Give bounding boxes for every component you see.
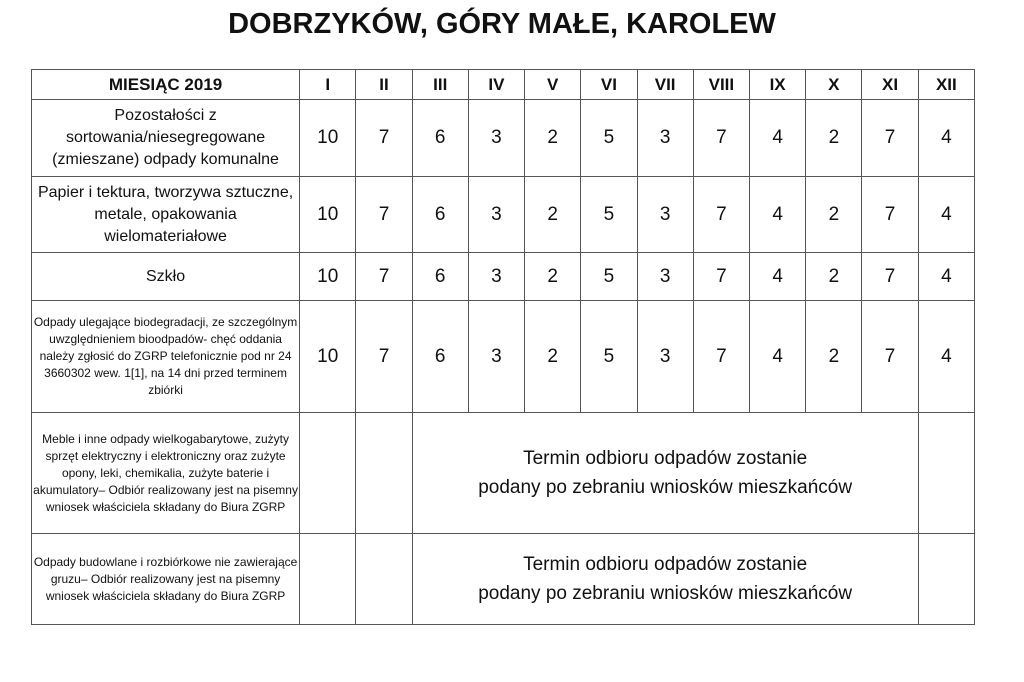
day-cell: 2 [806, 177, 862, 253]
month-header: I [300, 70, 356, 100]
empty-cell [356, 413, 412, 534]
day-cell: 7 [356, 100, 412, 177]
empty-cell [918, 534, 974, 625]
day-cell: 5 [581, 301, 637, 413]
day-cell: 7 [693, 177, 749, 253]
day-cell: 6 [412, 100, 468, 177]
collection-notice [412, 534, 918, 625]
day-cell: 7 [356, 253, 412, 301]
table-row [32, 534, 975, 625]
empty-cell [918, 413, 974, 534]
waste-category-mixed: Pozostałości z sortowania/niesegregowane (zmieszane) odpady komunalne [32, 100, 300, 177]
month-header: VII [637, 70, 693, 100]
day-cell: 6 [412, 177, 468, 253]
day-cell: 2 [806, 253, 862, 301]
notice-line: Termin odbioru odpadów zostanie [523, 448, 808, 469]
waste-category-construction: Odpady budowlane i rozbiórkowe nie zawierające gruzu– Odbiór realizowany jest na pisemny wniosek właściciela składany do Biura ZGRP [32, 534, 300, 625]
day-cell: 7 [693, 301, 749, 413]
empty-cell [300, 534, 356, 625]
waste-category-bulky: Meble i inne odpady wielkogabarytowe, zużyty sprzęt elektryczny i elektroniczny oraz zużyte opony, leki, chemikalia, zużyte baterie i akumulatory– Odbiór realizowany jest na pisemny wniosek właściciela składany do Biura ZGRP [32, 413, 300, 534]
month-header: XII [918, 70, 974, 100]
notice-line: podany po zebraniu wniosków mieszkańców [478, 477, 853, 498]
empty-cell [356, 534, 412, 625]
day-cell: 2 [806, 100, 862, 177]
day-cell: 2 [525, 100, 581, 177]
day-cell: 4 [750, 100, 806, 177]
month-header: IX [750, 70, 806, 100]
day-cell: 3 [637, 301, 693, 413]
day-cell: 4 [750, 301, 806, 413]
header-row [32, 70, 975, 100]
day-cell: 7 [862, 100, 918, 177]
day-cell: 10 [300, 177, 356, 253]
day-cell: 7 [693, 253, 749, 301]
day-cell: 3 [637, 100, 693, 177]
day-cell: 2 [525, 177, 581, 253]
day-cell: 7 [356, 301, 412, 413]
collection-notice [412, 413, 918, 534]
day-cell: 10 [300, 301, 356, 413]
day-cell: 10 [300, 253, 356, 301]
day-cell: 6 [412, 301, 468, 413]
month-header: XI [862, 70, 918, 100]
day-cell: 4 [750, 253, 806, 301]
day-cell: 3 [468, 177, 524, 253]
day-cell: 7 [862, 253, 918, 301]
month-header: V [525, 70, 581, 100]
day-cell: 3 [468, 301, 524, 413]
day-cell: 7 [356, 177, 412, 253]
month-header: IV [468, 70, 524, 100]
day-cell: 5 [581, 253, 637, 301]
day-cell: 10 [300, 100, 356, 177]
month-header: VI [581, 70, 637, 100]
empty-cell [300, 413, 356, 534]
day-cell: 3 [637, 177, 693, 253]
month-header: X [806, 70, 862, 100]
day-cell: 4 [918, 253, 974, 301]
day-cell: 5 [581, 100, 637, 177]
collection-schedule-table [31, 69, 975, 625]
day-cell: 5 [581, 177, 637, 253]
table-row [32, 100, 975, 177]
page-title: DOBRZYKÓW, GÓRY MAŁE, KAROLEW [228, 8, 776, 40]
day-cell: 6 [412, 253, 468, 301]
waste-category-glass: Szkło [32, 253, 300, 301]
day-cell: 2 [525, 253, 581, 301]
month-header: VIII [693, 70, 749, 100]
day-cell: 2 [806, 301, 862, 413]
table-row [32, 177, 975, 253]
notice-line: Termin odbioru odpadów zostanie [523, 554, 808, 575]
header-month-label: MIESIĄC 2019 [32, 70, 300, 100]
day-cell: 3 [637, 253, 693, 301]
table-row [32, 253, 975, 301]
day-cell: 4 [918, 301, 974, 413]
day-cell: 7 [862, 177, 918, 253]
day-cell: 7 [693, 100, 749, 177]
day-cell: 4 [918, 100, 974, 177]
waste-category-paper-plastic: Papier i tektura, tworzywa sztuczne, metale, opakowania wielomateriałowe [32, 177, 300, 253]
day-cell: 3 [468, 100, 524, 177]
day-cell: 4 [750, 177, 806, 253]
notice-line: podany po zebraniu wniosków mieszkańców [478, 583, 853, 604]
day-cell: 7 [862, 301, 918, 413]
month-header: III [412, 70, 468, 100]
day-cell: 4 [918, 177, 974, 253]
day-cell: 2 [525, 301, 581, 413]
table-row [32, 301, 975, 413]
month-header: II [356, 70, 412, 100]
waste-category-biodegradable: Odpady ulegające biodegradacji, ze szczególnym uwzględnieniem bioodpadów- chęć oddania należy zgłosić do ZGRP telefonicznie pod nr 24 3660302 wew. 1[1], na 14 dni przed terminem zbiórki [32, 301, 300, 413]
table-row [32, 413, 975, 534]
day-cell: 3 [468, 253, 524, 301]
